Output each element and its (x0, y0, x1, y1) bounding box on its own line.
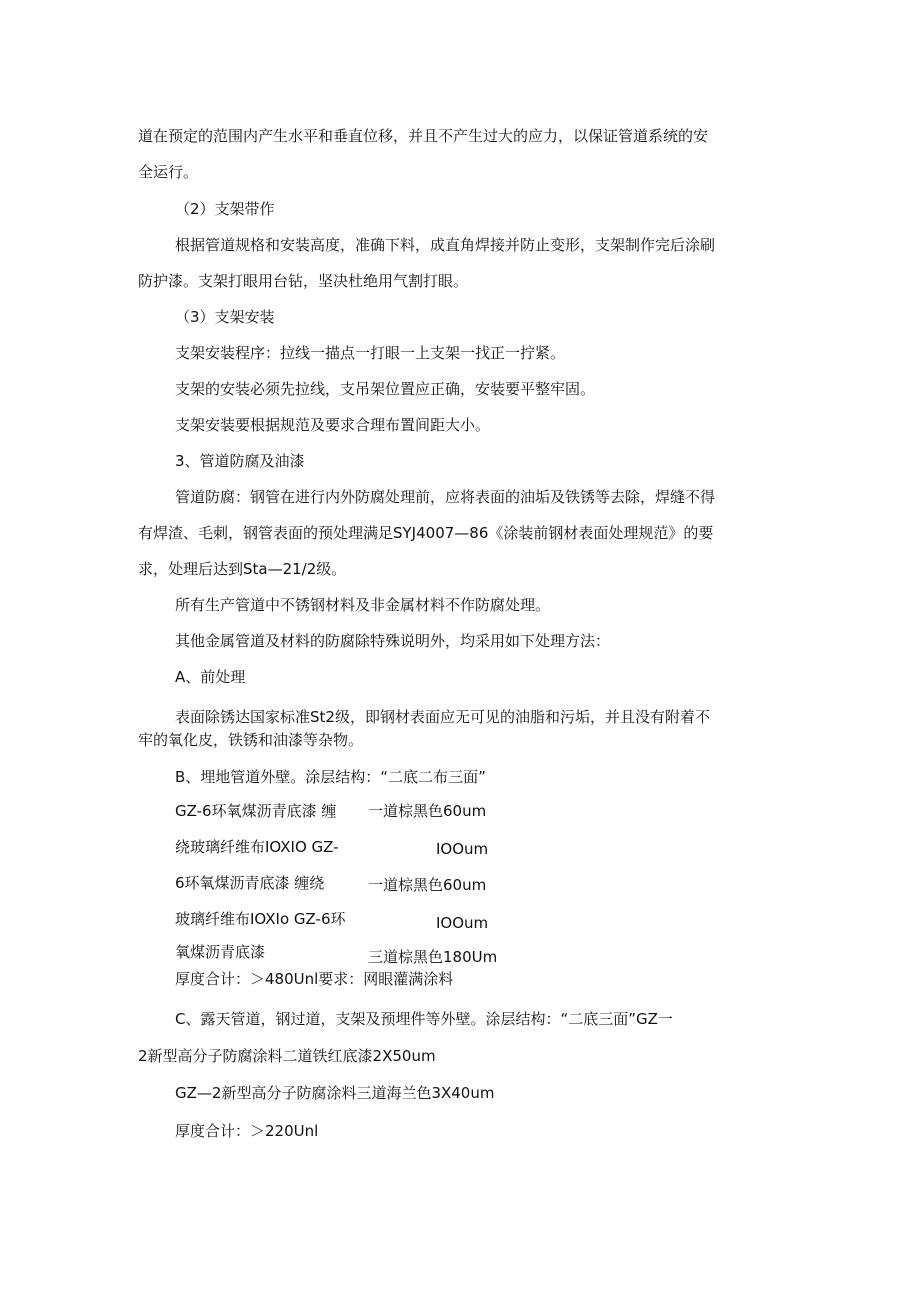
text-line: 全运行。 (138, 163, 199, 181)
text-line: 表面除锈达国家标准St2级，即钢材表面应无可见的油脂和污垢，并且没有附着不 (175, 708, 710, 726)
coating-right-2: IOOum (436, 840, 489, 858)
coating-right-3: 一道棕黑色60um (368, 876, 487, 894)
section-heading: （2）支架带作 (175, 200, 275, 218)
section-heading: （3）支架安装 (175, 308, 275, 326)
text-line: 支架安装要根据规范及要求合理布置间距大小。 (175, 416, 491, 434)
text-line: 管道防腐：钢管在进行内外防腐处理前，应将表面的油垢及铁锈等去除，焊缝不得 (175, 488, 716, 506)
coating-left-3: 6环氧煤沥青底漆 缠绕 (175, 874, 325, 892)
section-heading: B、埋地管道外壁。涂层结构：“二底二布三面” (175, 768, 486, 786)
text-line: GZ—2新型高分子防腐涂料三道海兰色3X40um (175, 1084, 495, 1102)
text-line: 厚度合计：＞220Unl (175, 1122, 319, 1140)
text-line: 2新型高分子防腐涂料二道铁红底漆2X50um (138, 1047, 436, 1065)
section-heading: 3、管道防腐及油漆 (175, 452, 305, 470)
coating-left-1: GZ-6环氧煤沥青底漆 缠 (175, 802, 337, 820)
text-line: 求，处理后达到Sta—21/2级。 (138, 560, 347, 578)
section-heading: C、露天管道，钢过道，支架及预埋件等外壁。涂层结构：“二底三面”GZ一 (175, 1010, 673, 1028)
text-line: 有焊渣、毛刺，钢管表面的预处理满足SYJ4007—86《涂装前钢材表面处理规范》的要 (138, 524, 714, 542)
coating-right-4: IOOum (436, 914, 489, 932)
coating-right-5: 三道棕黑色180Um (368, 948, 498, 966)
text-line: 支架的安装必须先拉线，支吊架位置应正确，安装要平整牢固。 (175, 380, 596, 398)
text-line: 厚度合计：＞480Unl要求：网眼灌满涂料 (175, 970, 454, 988)
text-line: 其他金属管道及材料的防腐除特殊说明外，均采用如下处理方法： (175, 632, 611, 650)
coating-left-5: 氧煤沥青底漆 (175, 943, 266, 961)
coating-left-2: 绕玻璃纤维布IOXIO GZ- (175, 838, 339, 856)
coating-right-1: 一道棕黑色60um (368, 802, 487, 820)
coating-left-4: 玻璃纤维布IOXIo GZ-6环 (175, 910, 346, 928)
text-line: 防护漆。支架打眼用台钻，坚决杜绝用气割打眼。 (138, 272, 469, 290)
text-line: 所有生产管道中不锈钢材料及非金属材料不作防腐处理。 (175, 596, 551, 614)
text-line: 道在预定的范围内产生水平和垂直位移，并且不产生过大的应力，以保证管道系统的安 (138, 127, 709, 145)
text-line: 根据管道规格和安装高度，准确下料，成直角焊接并防止变形，支架制作完后涂刷 (175, 236, 716, 254)
text-line: 牢的氧化皮，铁锈和油漆等杂物。 (138, 731, 364, 749)
section-heading: A、前处理 (175, 668, 246, 686)
text-line: 支架安装程序：拉线一描点一打眼一上支架一找正一拧紧。 (175, 344, 566, 362)
